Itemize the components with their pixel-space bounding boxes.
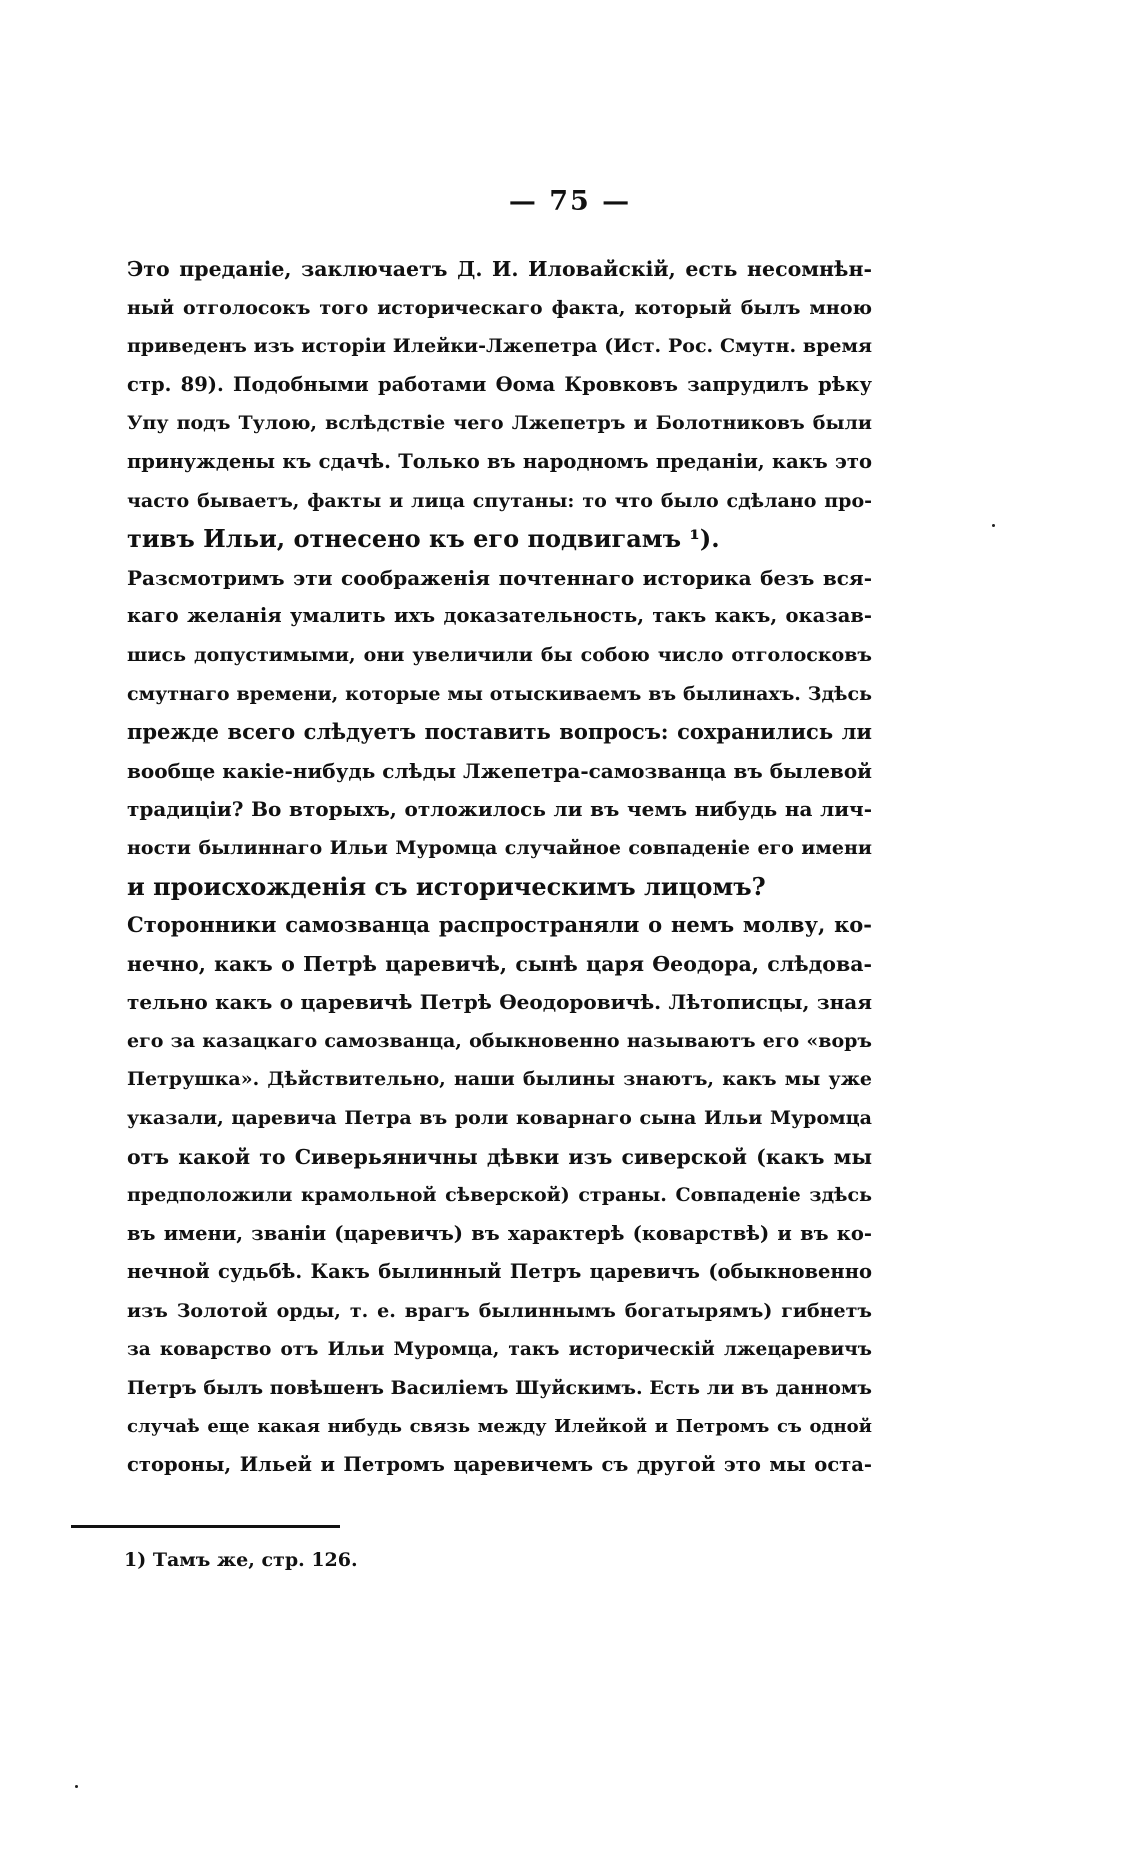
text-line: въ имени, званіи (царевичъ) въ характерѣ (коварствѣ) и въ ко- [127,1221,872,1245]
paragraph-1 [127,250,872,559]
text-line: стороны, Ильей и Петромъ царевичемъ съ другой это мы оста- [127,1453,872,1477]
paragraph-3 [127,906,872,1485]
text-line: предположили крамольной сѣверской) страны. Совпаденіе здѣсь [127,1184,872,1207]
text-line: изъ Золотой орды, т. е. врагъ былиннымъ богатырямъ) гибнетъ [127,1300,872,1323]
text-line: отъ какой то Сиверьяничны дѣвки изъ сиверской (какъ мы [127,1144,872,1169]
footnote: 1) Тамъ же, стр. 126. [124,1549,358,1571]
text-line: нечно, какъ о Петрѣ царевичѣ, сынѣ царя Ѳеодора, слѣдова- [127,951,872,976]
text-line: принуждены къ сдачѣ. Только въ народномъ преданіи, какъ это [127,449,872,473]
text-line: стр. 89). Подобными работами Ѳома Кровковъ запрудилъ рѣку [127,372,872,396]
paragraph-2 [127,559,872,906]
text-line: приведенъ изъ исторіи Илейки-Лжепетра (Ист. Рос. Смутн. время [127,335,872,358]
text-line: каго желанія умалить ихъ доказательность, такъ какъ, оказав- [127,604,872,628]
text-line: случаѣ еще какая нибудь связь между Илейкой и Петромъ съ одной [127,1415,872,1437]
text-line: за коварство отъ Ильи Муромца, такъ историческій лжецаревичъ [127,1338,872,1360]
body-text [127,250,872,1485]
text-line: и происхожденія съ историческимъ лицомъ? [127,871,766,901]
text-line: смутнаго времени, которые мы отыскиваемъ въ былинахъ. Здѣсь [127,682,872,705]
text-line: Это преданіе, заключаетъ Д. И. Иловайскій, есть несомнѣн- [127,257,872,281]
text-line: ный отголосокъ того историческаго факта, который былъ мною [127,296,872,319]
text-line: шись допустимыми, они увеличили бы собою число отголосковъ [127,643,872,666]
text-line: вообще какіе-нибудь слѣды Лжепетра-самозванца въ былевой [127,758,872,783]
text-line: тивъ Ильи, отнесено къ его подвигамъ ¹). [127,524,720,554]
page-number: — 75 — [508,186,632,217]
text-line: его за казацкаго самозванца, обыкновенно называютъ его «воръ [127,1029,872,1052]
text-line: указали, царевича Петра въ роли коварнаго сына Ильи Муромца [127,1107,872,1130]
text-line: прежде всего слѣдуетъ поставить вопросъ: сохранились ли [127,719,872,745]
text-line: Разсмотримъ эти соображенія почтеннаго историка безъ вся- [127,565,872,590]
text-line: Петрушка». Дѣйствительно, наши былины знаютъ, какъ мы уже [127,1068,872,1091]
text-line: тельно какъ о царевичѣ Петрѣ Ѳеодоровичѣ. Лѣтописцы, зная [127,990,872,1015]
scan-speck [75,1785,78,1788]
scan-speck [992,524,995,527]
text-line: Упу подъ Тулою, вслѣдствіе чего Лжепетръ и Болотниковъ были [127,412,872,435]
text-line: нечной судьбѣ. Какъ былинный Петръ царевичъ (обыкновенно [127,1260,872,1284]
text-line: ности былиннаго Ильи Муромца случайное совпаденіе его имени [127,836,872,859]
text-line: Сторонники самозванца распространяли о немъ молву, ко- [127,912,872,938]
footnote-rule [71,1525,340,1528]
text-line: традиціи? Во вторыхъ, отложилось ли въ чемъ нибудь на лич- [127,797,872,822]
text-line: часто бываетъ, факты и лица спутаны: то что было сдѣлано про- [127,489,872,512]
text-line: Петръ былъ повѣшенъ Василіемъ Шуйскимъ. Есть ли въ данномъ [127,1377,872,1400]
